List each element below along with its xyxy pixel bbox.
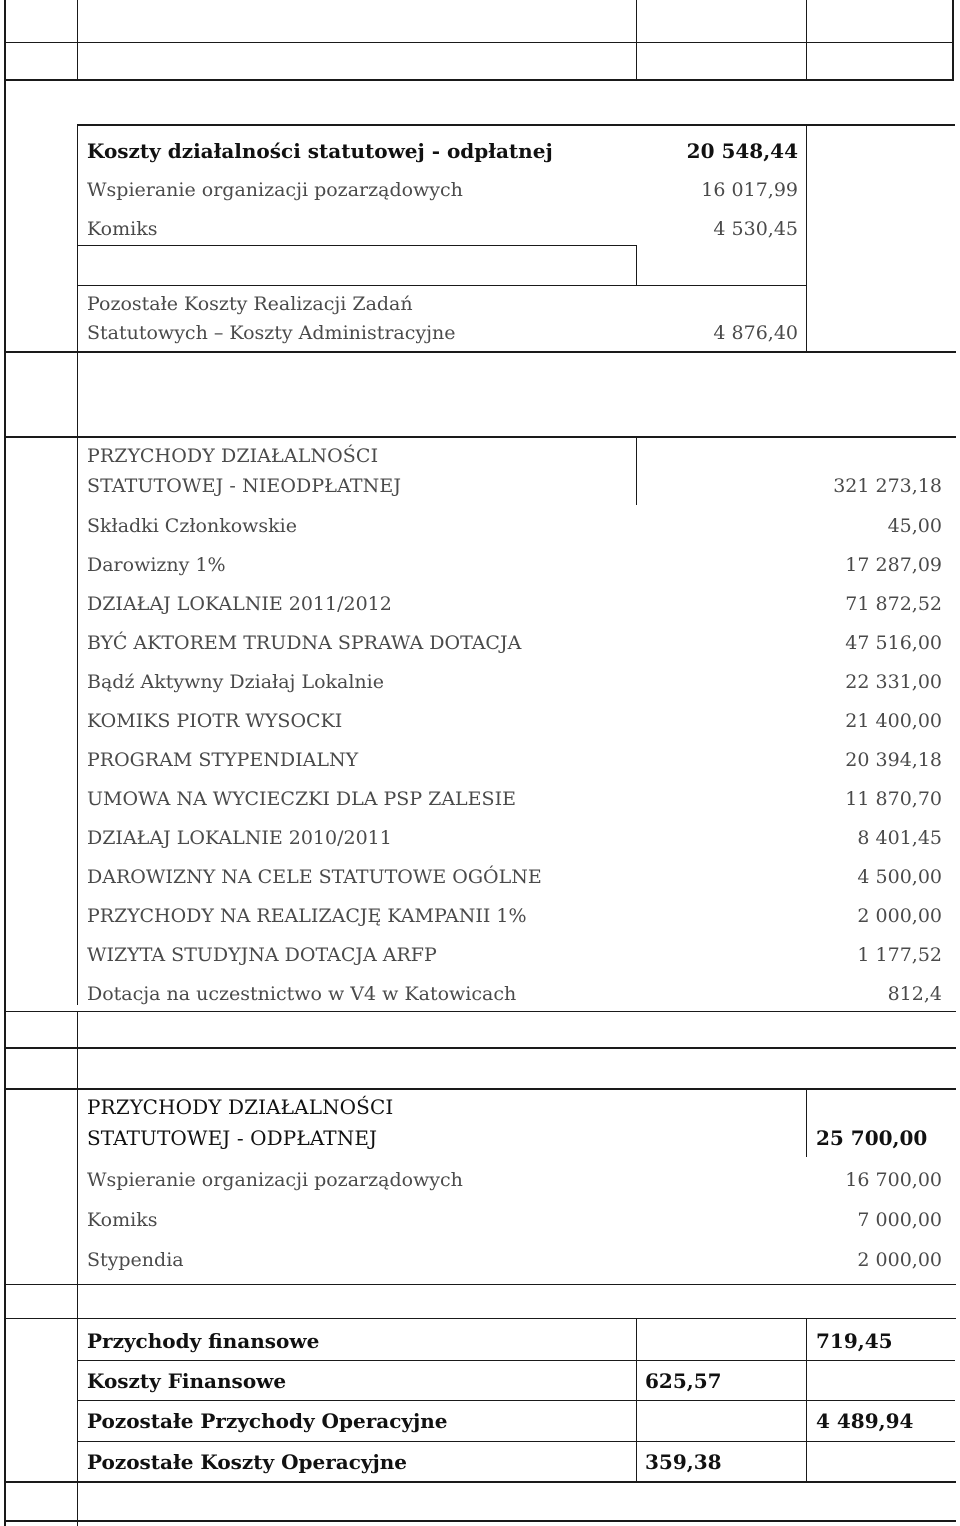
grid-line — [4, 1481, 956, 1483]
section-title: Koszty działalności statutowej - odpłatnej — [87, 139, 553, 163]
section-title: Statutowych – Koszty Administracyjne — [87, 322, 456, 344]
section-total: 321 273,18 — [833, 475, 942, 497]
row-value: 4 530,45 — [713, 218, 798, 240]
grid-line — [806, 124, 807, 352]
grid-line — [77, 437, 78, 1005]
row-label: Komiks — [87, 218, 158, 240]
row-value: 2 000,00 — [857, 905, 942, 927]
row-label: DZIAŁAJ LOKALNIE 2010/2011 — [87, 827, 392, 849]
row-label: Składki Członkowskie — [87, 515, 297, 537]
grid-line — [77, 1360, 955, 1361]
section-total: 4 876,40 — [713, 322, 798, 344]
row-label: KOMIKS PIOTR WYSOCKI — [87, 710, 343, 732]
row-value: 16 017,99 — [701, 179, 798, 201]
grid-line — [806, 0, 807, 80]
grid-line — [77, 1011, 78, 1049]
grid-line — [4, 1088, 956, 1090]
row-value: 22 331,00 — [845, 671, 942, 693]
row-label: BYĆ AKTOREM TRUDNA SPRAWA DOTACJA — [87, 632, 522, 654]
grid-line — [77, 1400, 955, 1401]
section-total: 25 700,00 — [816, 1126, 928, 1150]
row-label: Koszty Finansowe — [87, 1369, 287, 1393]
row-value: 359,38 — [645, 1450, 722, 1474]
row-value: 16 700,00 — [845, 1169, 942, 1191]
row-label: Komiks — [87, 1209, 158, 1231]
row-label: Wspieranie organizacji pozarządowych — [87, 1169, 463, 1191]
grid-line — [77, 245, 637, 246]
grid-line — [77, 352, 78, 438]
row-value: 812,4 — [887, 983, 942, 1005]
grid-line — [4, 79, 954, 81]
row-label: DAROWIZNY NA CELE STATUTOWE OGÓLNE — [87, 866, 542, 888]
row-value: 17 287,09 — [845, 554, 942, 576]
grid-line — [4, 42, 954, 43]
grid-line — [77, 124, 78, 352]
grid-line — [636, 0, 637, 80]
row-value: 1 177,52 — [857, 944, 942, 966]
grid-line — [806, 1089, 807, 1157]
grid-line — [4, 1520, 956, 1522]
section-title: PRZYCHODY DZIAŁALNOŚCI — [87, 1095, 394, 1119]
grid-line — [636, 245, 637, 285]
row-value: 7 000,00 — [857, 1209, 942, 1231]
row-value: 45,00 — [887, 515, 942, 537]
row-value: 20 394,18 — [845, 749, 942, 771]
row-label: Stypendia — [87, 1249, 184, 1271]
row-label: WIZYTA STUDYJNA DOTACJA ARFP — [87, 944, 437, 966]
row-label: Bądź Aktywny Działaj Lokalnie — [87, 671, 384, 693]
section-title: STATUTOWEJ - NIEODPŁATNEJ — [87, 475, 402, 497]
row-value: 625,57 — [645, 1369, 722, 1393]
row-value: 719,45 — [816, 1329, 893, 1353]
row-value: 71 872,52 — [845, 593, 942, 615]
row-label: Wspieranie organizacji pozarządowych — [87, 179, 463, 201]
row-value: 2 000,00 — [857, 1249, 942, 1271]
row-label: PRZYCHODY NA REALIZACJĘ KAMPANII 1% — [87, 905, 527, 927]
grid-line — [636, 437, 637, 505]
grid-line — [77, 1441, 955, 1442]
row-value: 4 489,94 — [816, 1409, 914, 1433]
grid-line — [4, 436, 956, 438]
row-value: 4 500,00 — [857, 866, 942, 888]
section-title: PRZYCHODY DZIAŁALNOŚCI — [87, 445, 379, 467]
row-label: Darowizny 1% — [87, 554, 226, 576]
grid-line — [77, 124, 955, 126]
row-value: 21 400,00 — [845, 710, 942, 732]
row-value: 47 516,00 — [845, 632, 942, 654]
section-total: 20 548,44 — [686, 139, 798, 163]
row-value: 8 401,45 — [857, 827, 942, 849]
row-value: 11 870,70 — [845, 788, 942, 810]
grid-line — [77, 0, 78, 80]
grid-line — [952, 0, 954, 80]
grid-line — [77, 1089, 78, 1289]
grid-line — [4, 0, 6, 1526]
row-label: UMOWA NA WYCIECZKI DLA PSP ZALESIE — [87, 788, 516, 810]
section-title: Pozostałe Koszty Realizacji Zadań — [87, 293, 413, 315]
row-label: DZIAŁAJ LOKALNIE 2011/2012 — [87, 593, 392, 615]
grid-line — [4, 1284, 956, 1285]
row-label: Pozostałe Przychody Operacyjne — [87, 1409, 448, 1433]
section-title: STATUTOWEJ - ODPŁATNEJ — [87, 1126, 378, 1150]
grid-line — [4, 1318, 956, 1319]
grid-line — [77, 285, 807, 286]
grid-line — [4, 1011, 956, 1012]
row-label: Dotacja na uczestnictwo w V4 w Katowicach — [87, 983, 517, 1005]
grid-line — [77, 1048, 78, 1090]
grid-line — [77, 1285, 78, 1526]
grid-line — [4, 351, 956, 353]
row-label: PROGRAM STYPENDIALNY — [87, 749, 359, 771]
row-label: Przychody finansowe — [87, 1329, 320, 1353]
row-label: Pozostałe Koszty Operacyjne — [87, 1450, 408, 1474]
grid-line — [4, 1047, 956, 1049]
